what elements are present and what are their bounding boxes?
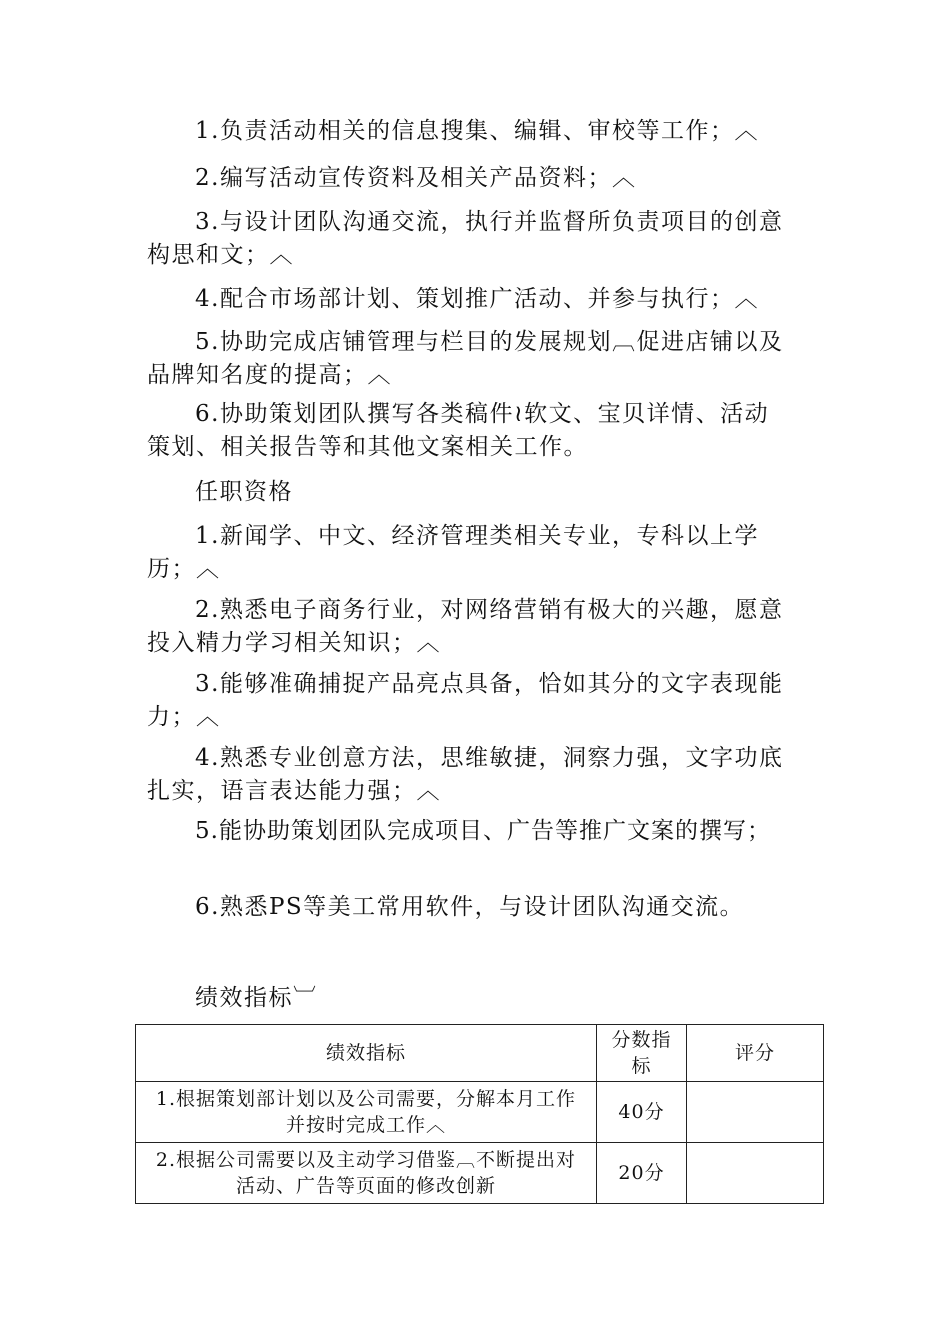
qualification-item-3: 3.能够准确捕捉产品亮点具备，恰如其分的文字表现能力；︿	[147, 671, 784, 730]
qualification-item-1: 1.新闻学、中文、经济管理类相关专业，专科以上学历；︿	[147, 523, 759, 582]
qualification-item-6: 6.熟悉PS等美工常用软件，与设计团队沟通交流。	[195, 894, 745, 920]
qualifications-heading: 任职资格	[195, 479, 293, 505]
duty-item-5: 5.协助完成店铺管理与栏目的发展规划︹促进店铺以及品牌知名度的提高；︿	[147, 329, 784, 388]
row-indicator: 2.根据公司需要以及主动学习借鉴︹不断提出对活动、广告等页面的修改创新	[136, 1143, 597, 1204]
table-header-row	[136, 1025, 824, 1082]
header-rating: 评分	[687, 1025, 824, 1082]
qualification-item-5: 5.能协助策划团队完成项目、广告等推广文案的撰写；	[195, 818, 771, 844]
row-score: 20分	[597, 1143, 687, 1204]
duty-item-4: 4.配合市场部计划、策划推广活动、并参与执行；︿	[195, 286, 759, 312]
qualification-item-4: 4.熟悉专业创意方法，思维敏捷，洞察力强，文字功底扎实，语言表达能力强；︿	[147, 745, 784, 804]
kpi-heading: 绩效指标︺	[195, 985, 318, 1011]
header-indicator: 绩效指标	[136, 1025, 597, 1082]
row-score: 40分	[597, 1082, 687, 1143]
duty-item-1: 1.负责活动相关的信息搜集、编辑、审校等工作；︿	[195, 118, 759, 144]
kpi-table	[135, 1024, 824, 1204]
row-rating	[687, 1143, 824, 1204]
row-rating	[687, 1082, 824, 1143]
duty-item-2: 2.编写活动宣传资料及相关产品资料；︿	[195, 165, 637, 191]
duty-item-6: 6.协助策划团队撰写各类稿件≀软文、宝贝详情、活动策划、相关报告等和其他文案相关工作。	[147, 401, 770, 460]
row-indicator: 1.根据策划部计划以及公司需要，分解本月工作并按时完成工作︿	[136, 1082, 597, 1143]
qualification-item-2: 2.熟悉电子商务行业，对网络营销有极大的兴趣，愿意投入精力学习相关知识；︿	[147, 597, 784, 656]
table-row	[136, 1082, 824, 1143]
header-score: 分数指标	[597, 1025, 687, 1082]
duty-item-3: 3.与设计团队沟通交流，执行并监督所负责项目的创意构思和文；︿	[147, 209, 784, 268]
table-row	[136, 1143, 824, 1204]
